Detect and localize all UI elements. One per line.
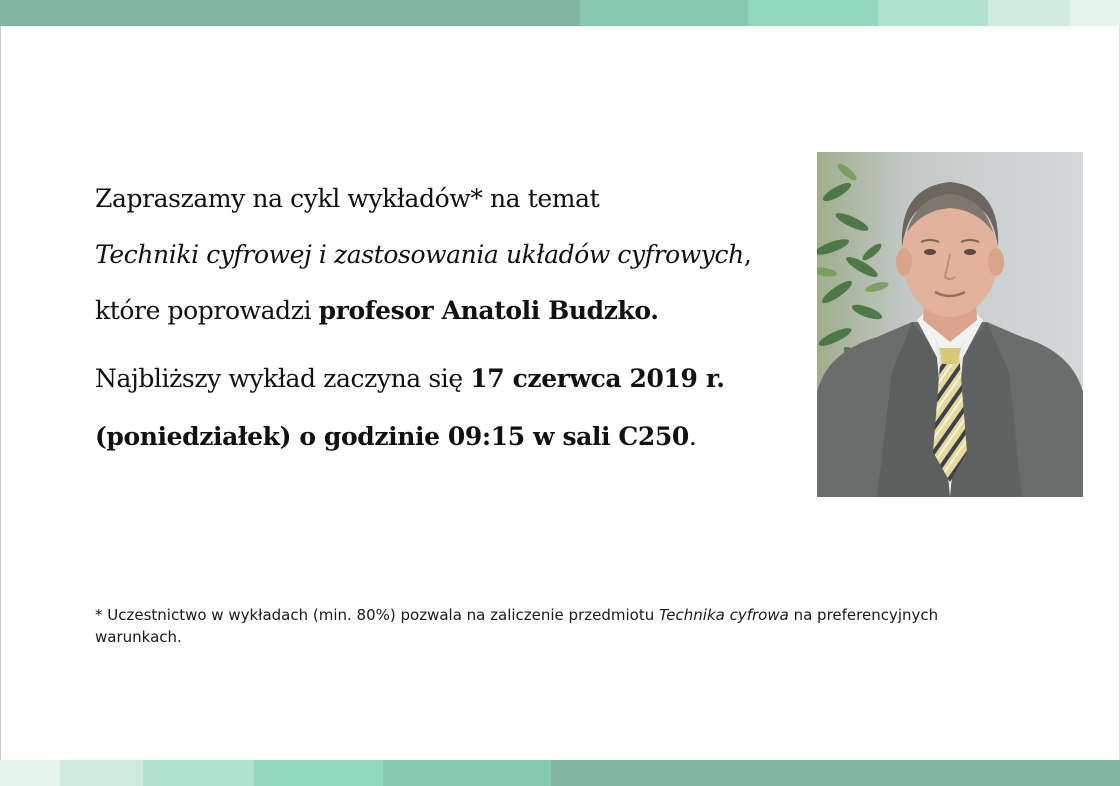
lecture-topic: [95, 242, 751, 267]
lecture-time-room-text: (poniedziałek) o godzinie 09:15 w sali C250: [95, 422, 689, 451]
bar-segment: [748, 0, 878, 26]
topic-comma: ,: [743, 240, 752, 269]
lecture-time-room: [95, 424, 696, 449]
lecture-time-room-end: .: [688, 422, 697, 451]
bar-segment: [988, 0, 1070, 26]
footnote: [95, 604, 1025, 648]
lecturer-prefix: które poprowadzi: [95, 296, 319, 325]
bar-segment: [1070, 0, 1120, 26]
bar-segment: [143, 760, 254, 786]
bar-segment: [0, 760, 60, 786]
bar-segment: [383, 760, 551, 786]
bar-segment: [580, 0, 748, 26]
footnote-suffix: na preferencyjnych: [788, 606, 939, 624]
lecturer-photo: [817, 152, 1083, 497]
invitation-line-1: Zapraszamy na cykl wykładów* na temat: [95, 184, 600, 213]
top-decorative-bar: [0, 0, 1120, 26]
bar-segment: [60, 760, 143, 786]
footnote-prefix: * Uczestnictwo w wykładach (min. 80%) pozwala na zaliczenie przedmiotu: [95, 606, 659, 624]
bar-segment: [0, 0, 580, 26]
bar-segment: [551, 760, 1120, 786]
bar-segment: [254, 760, 383, 786]
lecture-date: 17 czerwca 2019 r.: [470, 364, 725, 393]
topic-title: Techniki cyfrowej i zastosowania układów cyfrowych: [95, 240, 744, 269]
footnote-course: Technika cyfrowa: [658, 606, 789, 624]
next-lecture-line: [95, 366, 725, 391]
lecturer-name: profesor Anatoli Budzko.: [318, 296, 659, 325]
bottom-decorative-bar: [0, 760, 1120, 786]
person-photo-icon: [817, 152, 1083, 497]
lecturer-line: [95, 298, 659, 323]
bar-segment: [878, 0, 988, 26]
next-lecture-prefix: Najbliższy wykład zaczyna się: [95, 364, 471, 393]
footnote-line-2: warunkach.: [95, 628, 182, 646]
